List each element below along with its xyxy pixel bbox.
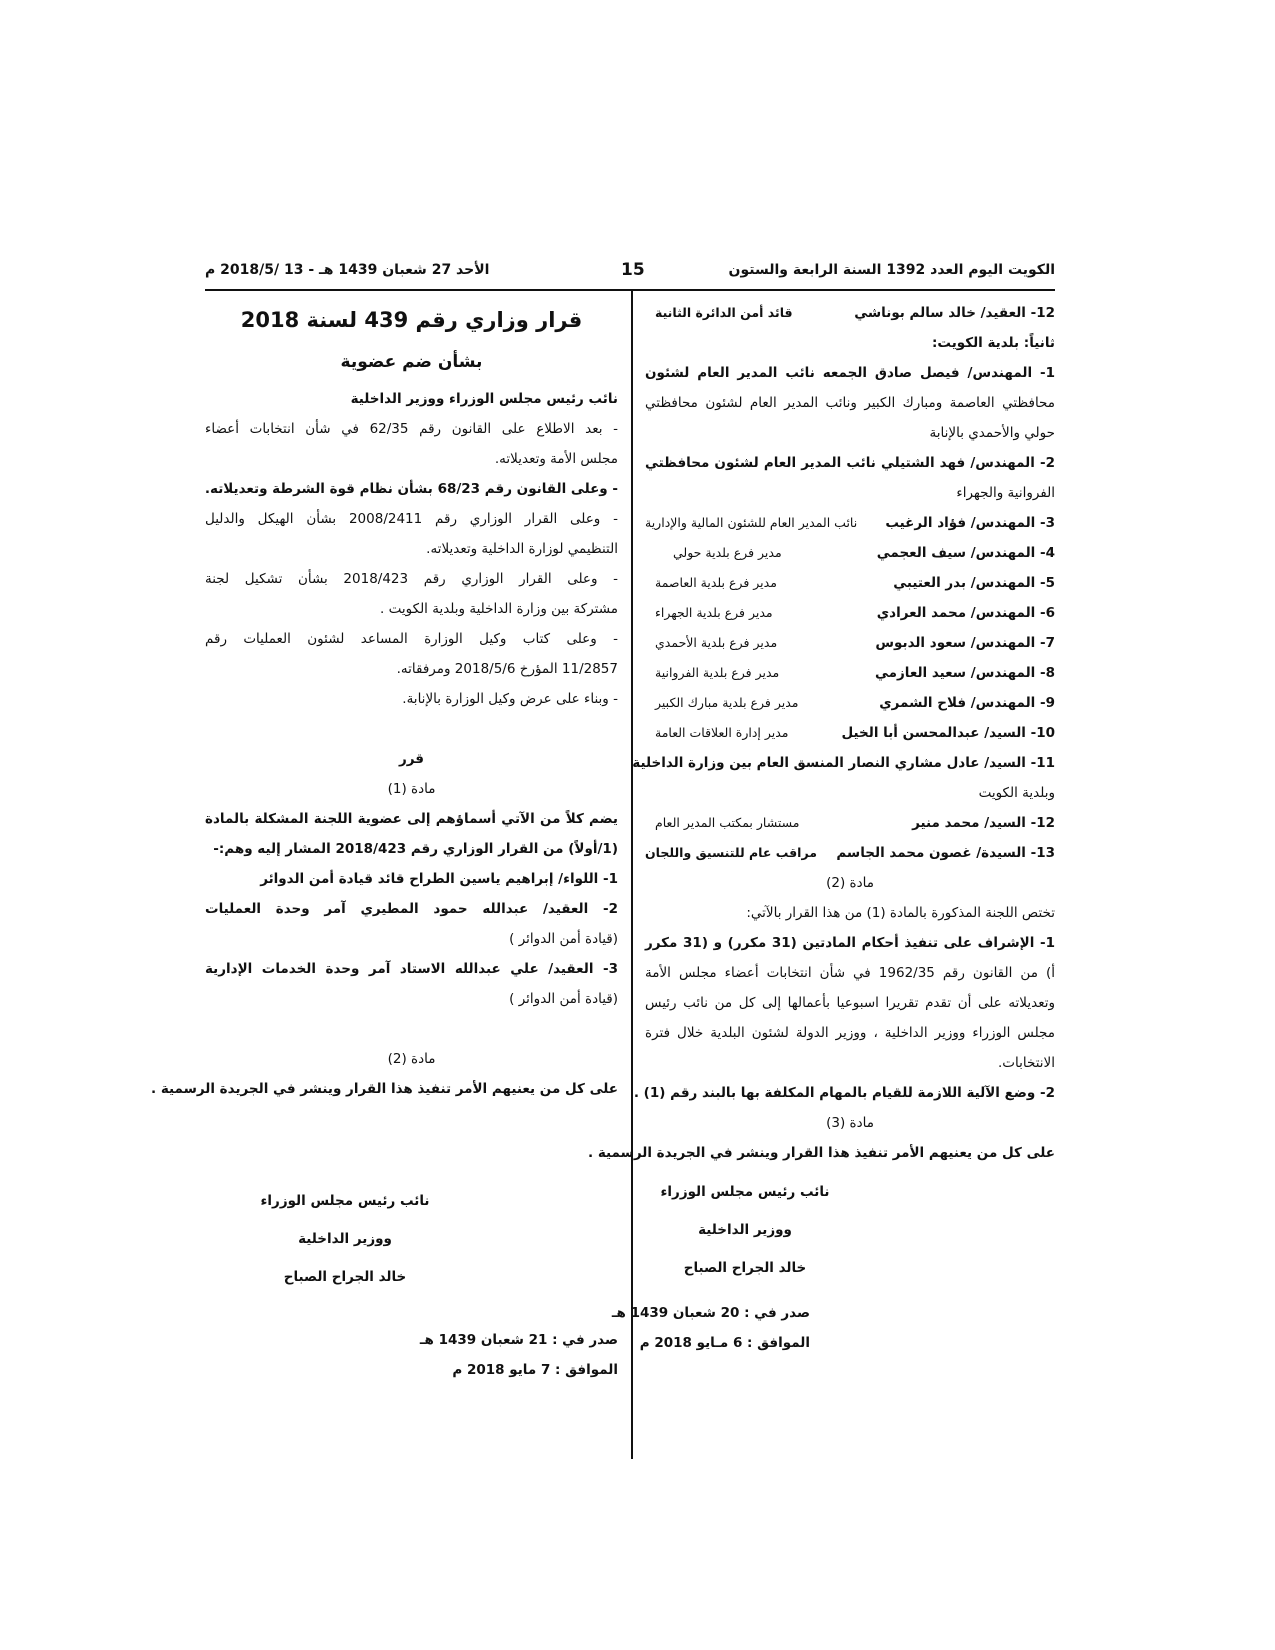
issue-date: صدر في : 21 شعبان 1439 هـ (419, 1332, 618, 1348)
issue-date: صدر في : 20 شعبان 1439 هـ (611, 1305, 810, 1321)
signature-line: نائب رئيس مجلس الوزراء (660, 1184, 830, 1200)
member-row (645, 508, 1055, 538)
header-rule (205, 289, 1055, 291)
article-line: وتعديلاته على أن تقدم تقريرا اسبوعيا بأعمالها إلى كل من نائب رئيس (645, 995, 1055, 1011)
section-heading: ثانياً: بلدية الكويت: (932, 335, 1055, 351)
issue-date-gregorian: الموافق : 7 مايو 2018 م (452, 1362, 618, 1378)
member-name: 6- المهندس/ محمد العرادي (876, 605, 1055, 621)
preamble-line: - وعلى القانون رقم 68/23 بشأن نظام قوة الشرطة وتعديلاته. (204, 481, 618, 497)
member-role: مدير إدارة العلاقات العامة (655, 725, 789, 740)
member-role: مدير فرع بلدية الأحمدي (655, 635, 778, 650)
member-role: مراقب عام للتنسيق واللجان (645, 845, 817, 860)
signature-block (645, 1173, 845, 1287)
header-date: الأحد 27 شعبان 1439 هـ - 13 /2018/5 م (205, 262, 490, 278)
member-name: 9- المهندس/ فلاح الشمري (879, 695, 1055, 711)
member-role: مدير فرع بلدية مبارك الكبير (655, 695, 799, 710)
preamble-line: - بعد الاطلاع على القانون رقم 62/35 في شأن انتخابات أعضاء (205, 421, 618, 437)
signature-line: ووزير الداخلية (298, 1231, 392, 1247)
column-divider (631, 289, 633, 1459)
member-line: (قيادة أمن الدوائر ) (509, 931, 618, 947)
issue-date-block (419, 1325, 618, 1385)
article-text: على كل من يعنيهم الأمر تنفيذ هذا القرار وينشر في الجريدة الرسمية . (588, 1145, 1055, 1161)
signature-line: نائب رئيس مجلس الوزراء (260, 1193, 430, 1209)
signature-line: خالد الجراح الصباح (683, 1260, 807, 1276)
member-row (645, 628, 1055, 658)
article-line: 1- الإشراف على تنفيذ أحكام المادتين (31 مكرر) و (31 مكرر (645, 935, 1055, 951)
decree-subtitle: بشأن ضم عضوية (340, 352, 483, 372)
member-row (645, 808, 1055, 838)
member-name: 7- المهندس/ سعود الدبوس (875, 635, 1055, 651)
right-column (588, 298, 1055, 1351)
article-line: مجلس الوزراء ووزير الداخلية ، ووزير الدولة لشئون البلدية خلال فترة (645, 1025, 1055, 1041)
issue-date-block (611, 1298, 810, 1358)
member-name: 10- السيد/ عبدالمحسن أبا الخيل (841, 725, 1055, 741)
member-row (645, 688, 1055, 718)
article-title: مادة (3) (826, 1115, 874, 1131)
member-name: 12- السيد/ محمد منير (912, 815, 1055, 831)
member-line: حولي والأحمدي بالإنابة (929, 425, 1055, 441)
preamble-line: مشتركة بين وزارة الداخلية وبلدية الكويت . (380, 601, 618, 617)
signature-line: ووزير الداخلية (698, 1222, 792, 1238)
decree-issuer: نائب رئيس مجلس الوزراء ووزير الداخلية (350, 391, 618, 407)
member-row (645, 838, 1055, 868)
preamble-line: التنظيمي لوزارة الداخلية وتعديلاته. (426, 541, 618, 557)
article-line: الانتخابات. (998, 1055, 1055, 1071)
member-role: مدير فرع بلدية العاصمة (655, 575, 777, 590)
member-role: مدير فرع بلدية الفروانية (655, 665, 780, 680)
member-name: 12- العقيد/ خالد سالم بوناشي (854, 305, 1055, 321)
member-line: وبلدية الكويت (978, 785, 1055, 801)
left-column (151, 300, 618, 1378)
member-line: محافظتي العاصمة ومبارك الكبير ونائب المدير العام لشئون محافظتي (645, 395, 1055, 411)
article-line: (1/أولاً) من القرار الوزاري رقم 2018/423 المشار إليه وهم:- (213, 841, 618, 857)
member-row (645, 658, 1055, 688)
member-role: مدير فرع بلدية الجهراء (655, 605, 773, 620)
member-name: 4- المهندس/ سيف العجمي (876, 545, 1055, 561)
page-number: 15 (621, 260, 645, 280)
member-line: 11- السيد/ عادل مشاري النصار المنسق العام بين وزارة الداخلية (632, 755, 1055, 771)
member-role: قائد أمن الدائرة الثانية (655, 305, 793, 320)
member-row (645, 298, 1055, 328)
decree-title: قرار وزاري رقم 439 لسنة 2018 (240, 308, 583, 332)
member-line: 1- المهندس/ فيصل صادق الجمعه نائب المدير العام لشئون (645, 365, 1055, 381)
issue-date-gregorian: الموافق : 6 مـايو 2018 م (639, 1335, 810, 1351)
article-text: على كل من يعنيهم الأمر تنفيذ هذا القرار وينشر في الجريدة الرسمية . (151, 1081, 618, 1097)
article-line: أ) من القانون رقم 1962/35 في شأن انتخابات أعضاء مجلس الأمة (645, 965, 1055, 981)
preamble-line: - وعلى كتاب وكيل الوزارة المساعد لشئون العمليات رقم (205, 631, 618, 647)
preamble-line: - وعلى القرار الوزاري رقم 2008/2411 بشأن الهيكل والدليل (205, 511, 618, 527)
member-row (645, 718, 1055, 748)
member-row (645, 568, 1055, 598)
signature-line: خالد الجراح الصباح (283, 1269, 407, 1285)
preamble-line: 11/2857 المؤرخ 2018/5/6 ومرفقاته. (396, 661, 618, 677)
preamble-line: - وعلى القرار الوزاري رقم 2018/423 بشأن تشكيل لجنة (205, 571, 618, 587)
member-name: 5- المهندس/ بدر العتيبي (893, 575, 1055, 591)
member-role: نائب المدير العام للشئون المالية والإدارية (645, 515, 858, 530)
member-row (645, 538, 1055, 568)
article-title: مادة (2) (387, 1051, 436, 1067)
member-role: مدير فرع بلدية حولي (673, 545, 782, 560)
member-line: (قيادة أمن الدوائر ) (509, 991, 618, 1007)
signature-block (235, 1182, 455, 1296)
article-line: 2- وضع الآلية اللازمة للقيام بالمهام المكلفة بها بالبند رقم (1) . (633, 1085, 1055, 1101)
article-title: مادة (1) (387, 781, 436, 797)
header-publication: الكويت اليوم العدد 1392 السنة الرابعة والستون (728, 262, 1055, 278)
decided-heading: قرر (398, 751, 424, 767)
member-line: 2- العقيد/ عبدالله حمود المطيري آمر وحدة العمليات (205, 901, 618, 917)
member-line: 2- المهندس/ فهد الشتيلي نائب المدير العام لشئون محافظتي (645, 455, 1055, 471)
preamble-line: - وبناء على عرض وكيل الوزارة بالإنابة. (402, 691, 618, 707)
member-name: 13- السيدة/ غصون محمد الجاسم (836, 845, 1055, 861)
member-line: 3- العقيد/ علي عبدالله الاستاد آمر وحدة الخدمات الإدارية (205, 961, 618, 977)
member-line: الفروانية والجهراء (956, 485, 1055, 501)
member-row (645, 598, 1055, 628)
preamble-line: مجلس الأمة وتعديلاته. (494, 451, 618, 467)
member-line: 1- اللواء/ إبراهيم ياسين الطراح قائد قيادة أمن الدوائر (260, 871, 618, 887)
article-title: مادة (2) (826, 875, 874, 891)
page-header (205, 262, 1055, 286)
article-line: يضم كلاً من الآتي أسماؤهم إلى عضوية اللجنة المشكلة بالمادة (205, 811, 618, 827)
member-name: 3- المهندس/ فؤاد الرغيب (885, 515, 1055, 531)
member-role: مستشار بمكتب المدير العام (655, 815, 800, 830)
article-intro: تختص اللجنة المذكورة بالمادة (1) من هذا القرار بالآتي: (746, 905, 1055, 921)
member-name: 8- المهندس/ سعيد العازمي (874, 665, 1055, 681)
